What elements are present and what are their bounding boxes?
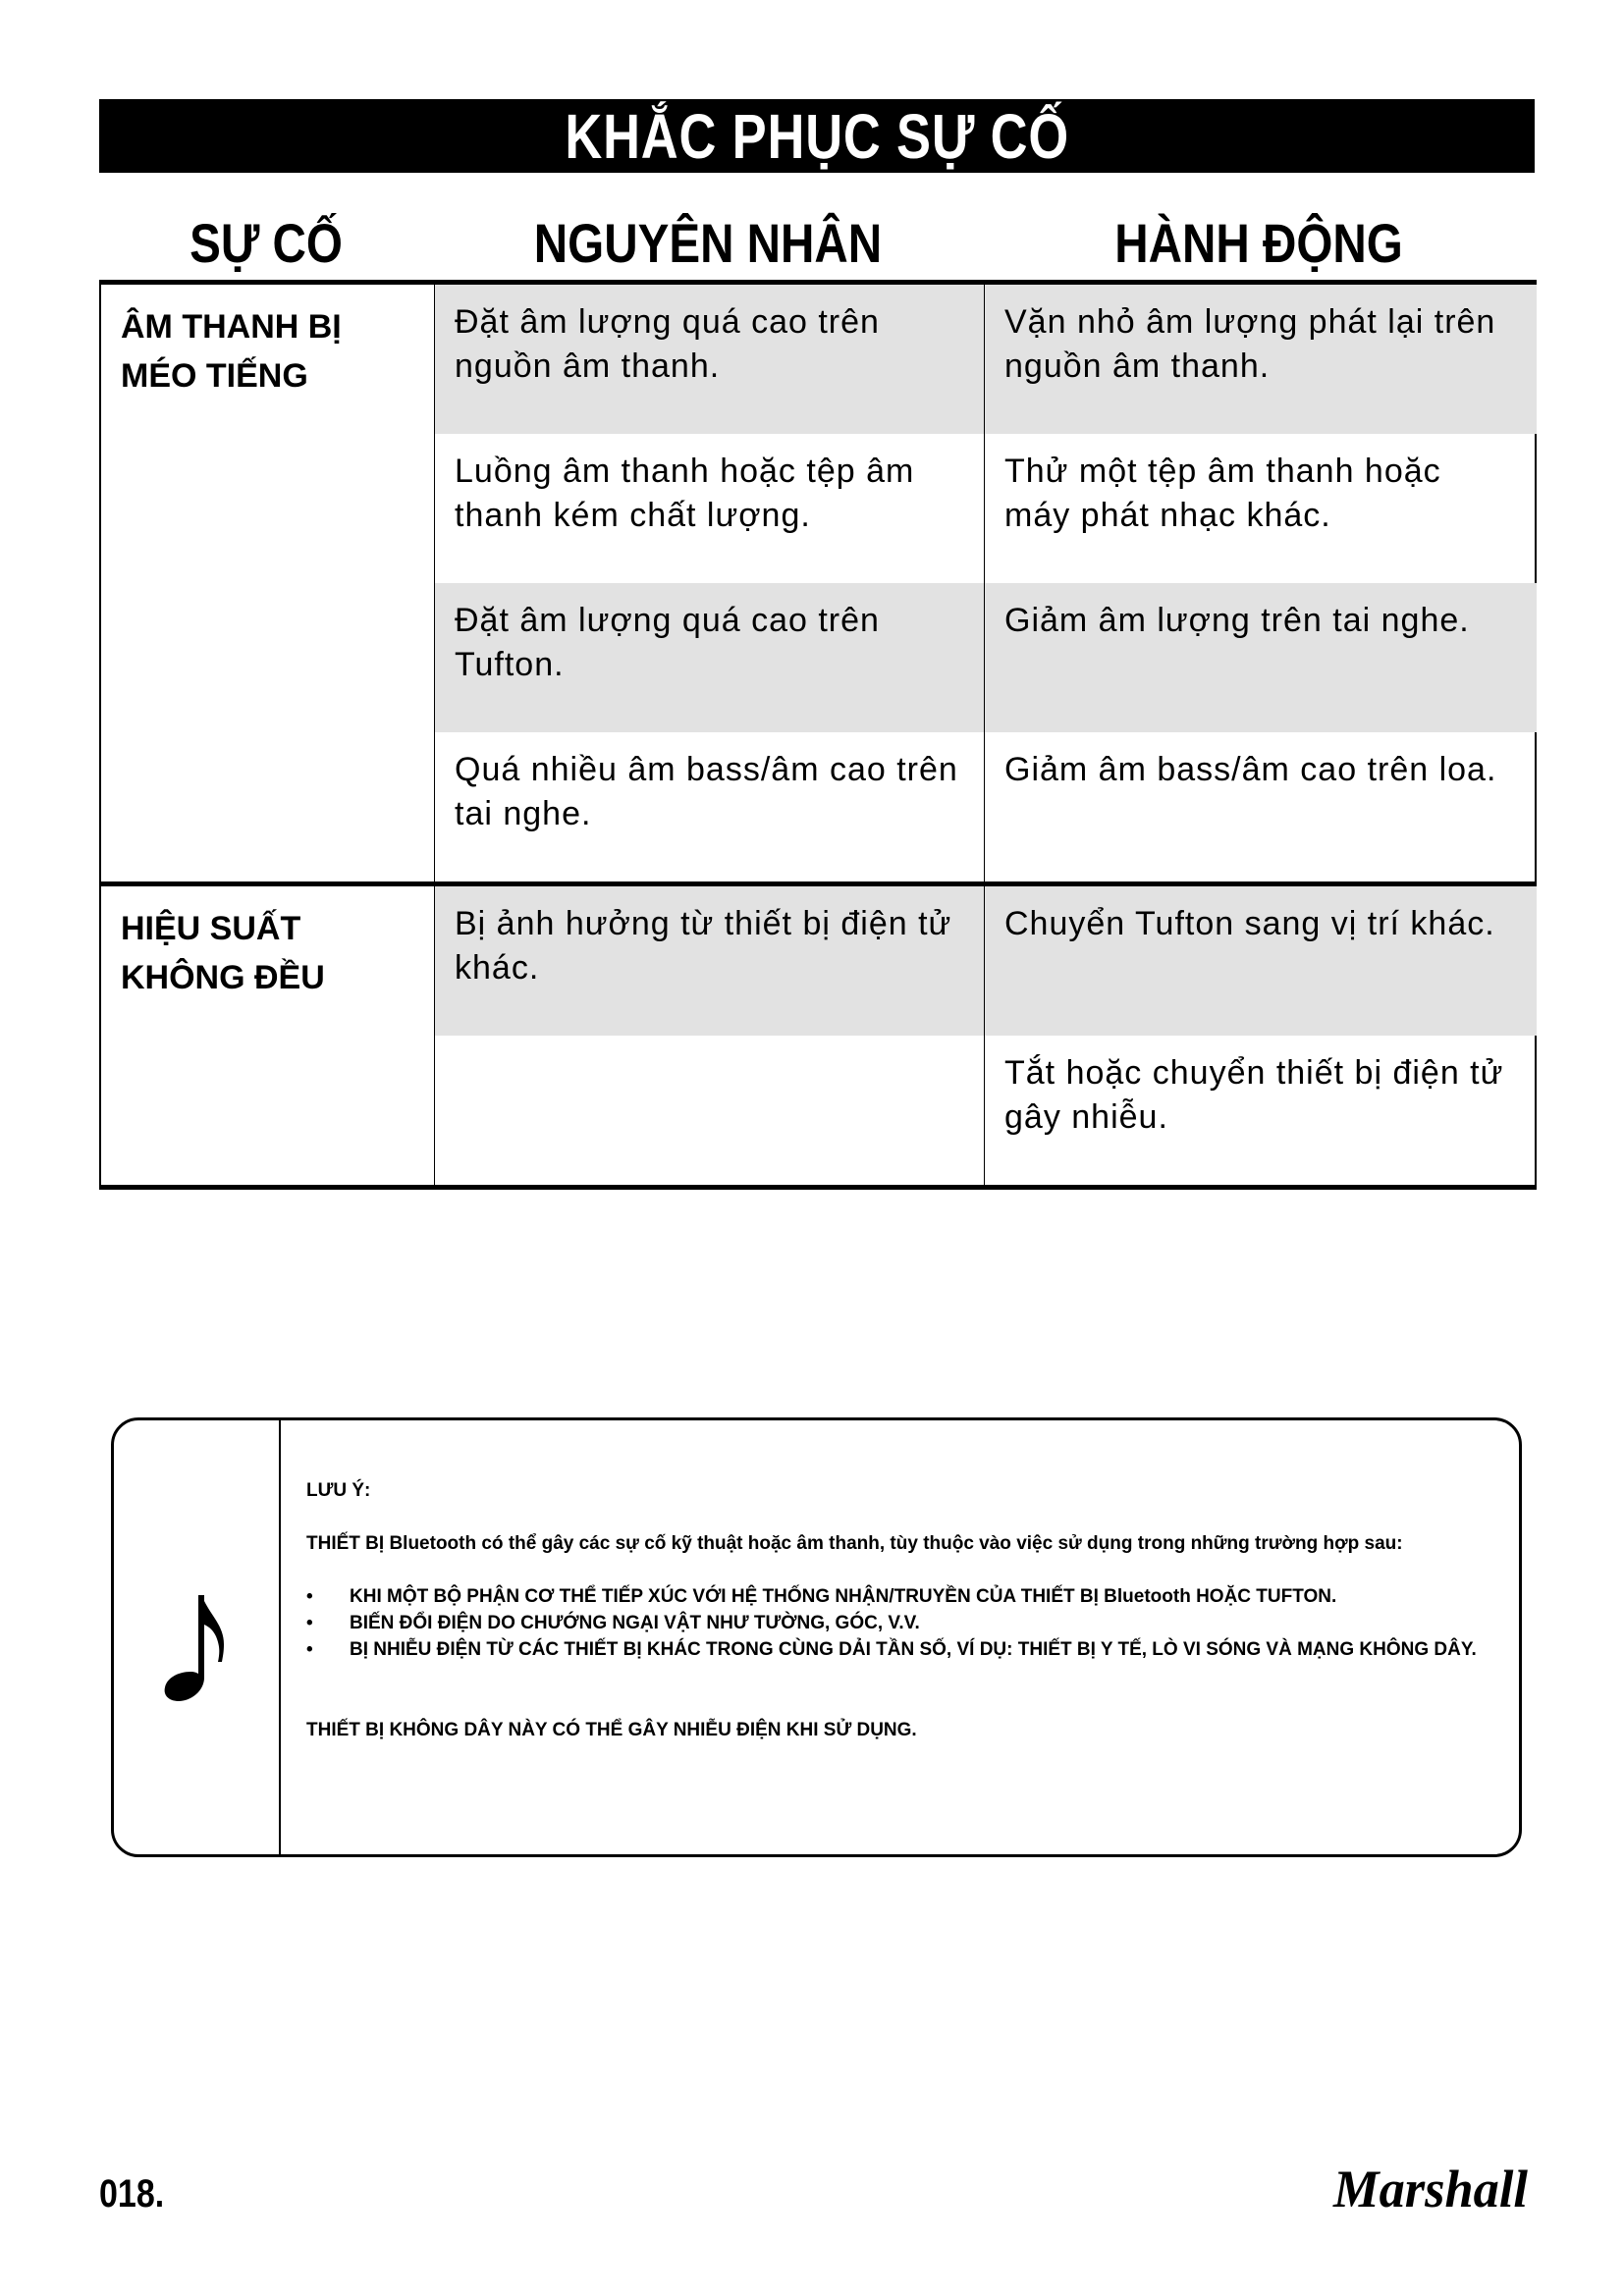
bullet: • <box>306 1639 313 1660</box>
issue-label: ÂM THANH BỊ MÉO TIẾNG <box>101 285 435 881</box>
list-item <box>306 1610 1480 1636</box>
brand-logo <box>1327 2150 1534 2228</box>
title-bar <box>99 99 1535 173</box>
note-footer: THIẾT BỊ KHÔNG DÂY NÀY CÓ THỂ GÂY NHIỄU ĐIỆN KHI SỬ DỤNG. <box>306 1720 917 1740</box>
page-title: KHẮC PHỤC SỰ CỐ <box>565 100 1069 172</box>
cause-cell <box>435 1036 985 1185</box>
action-cell: Vặn nhỏ âm lượng phát lại trên nguồn âm thanh. <box>985 285 1537 434</box>
cause-cell: Luồng âm thanh hoặc tệp âm thanh kém chất lượng. <box>435 434 985 583</box>
list-item-text: BỊ NHIỄU ĐIỆN TỪ CÁC THIẾT BỊ KHÁC TRONG CÙNG DẢI TẦN SỐ, VÍ DỤ: THIẾT BỊ Y TẾ, LÒ VI SÓNG VÀ MẠNG KHÔNG DÂY. <box>350 1639 1477 1660</box>
action-cell: Giảm âm lượng trên tai nghe. <box>985 583 1537 732</box>
column-header-cause: NGUYÊN NHÂN <box>533 212 883 274</box>
cause-cell: Đặt âm lượng quá cao trên nguồn âm thanh. <box>435 285 985 434</box>
note-list <box>306 1583 1480 1663</box>
action-cell: Thử một tệp âm thanh hoặc máy phát nhạc khác. <box>1004 453 1441 534</box>
note-content <box>306 1477 1480 1743</box>
troubleshooting-table <box>99 280 1537 1190</box>
table-group <box>99 881 1535 1185</box>
action-cell: Chuyển Tufton sang vị trí khác. <box>985 886 1537 1036</box>
note-intro: THIẾT BỊ Bluetooth có thể gây các sự cố kỹ thuật hoặc âm thanh, tùy thuộc vào việc sử dụng trong những trường hợp sau: <box>306 1533 1403 1554</box>
brand-logo-text: Marshall <box>1332 2160 1528 2218</box>
list-item-text: KHI MỘT BỘ PHẬN CƠ THỂ TIẾP XÚC VỚI HỆ THỐNG NHẬN/TRUYỀN CỦA THIẾT BỊ Bluetooth HOẶC TUFTON. <box>350 1586 1337 1607</box>
column-header-action: HÀNH ĐỘNG <box>1114 212 1403 274</box>
list-item <box>306 1583 1480 1610</box>
action-cell: Tắt hoặc chuyển thiết bị điện tử gây nhiễu. <box>1004 1054 1504 1136</box>
cause-cell: Đặt âm lượng quá cao trên Tufton. <box>435 583 985 732</box>
note-box <box>111 1417 1522 1857</box>
note-divider <box>279 1420 281 1854</box>
cause-cell: Quá nhiều âm bass/âm cao trên tai nghe. <box>435 732 985 881</box>
action-cell: Giảm âm bass/âm cao trên loa. <box>1004 751 1497 788</box>
column-header-issue: SỰ CỐ <box>189 212 343 274</box>
bullet: • <box>306 1586 313 1607</box>
page-number: 018. <box>99 2172 165 2216</box>
list-item <box>306 1636 1480 1663</box>
issue-label: HIỆU SUẤT KHÔNG ĐỀU <box>101 886 435 1185</box>
music-note-icon <box>161 1595 240 1703</box>
list-item-text: BIẾN ĐỔI ĐIỆN DO CHƯỚNG NGẠI VẬT NHƯ TƯỜNG, GÓC, V.V. <box>350 1613 920 1633</box>
note-label: LƯU Ý: <box>306 1480 371 1501</box>
bullet: • <box>306 1613 313 1633</box>
cause-cell: Bị ảnh hưởng từ thiết bị điện tử khác. <box>435 886 985 1036</box>
table-group <box>99 285 1535 881</box>
